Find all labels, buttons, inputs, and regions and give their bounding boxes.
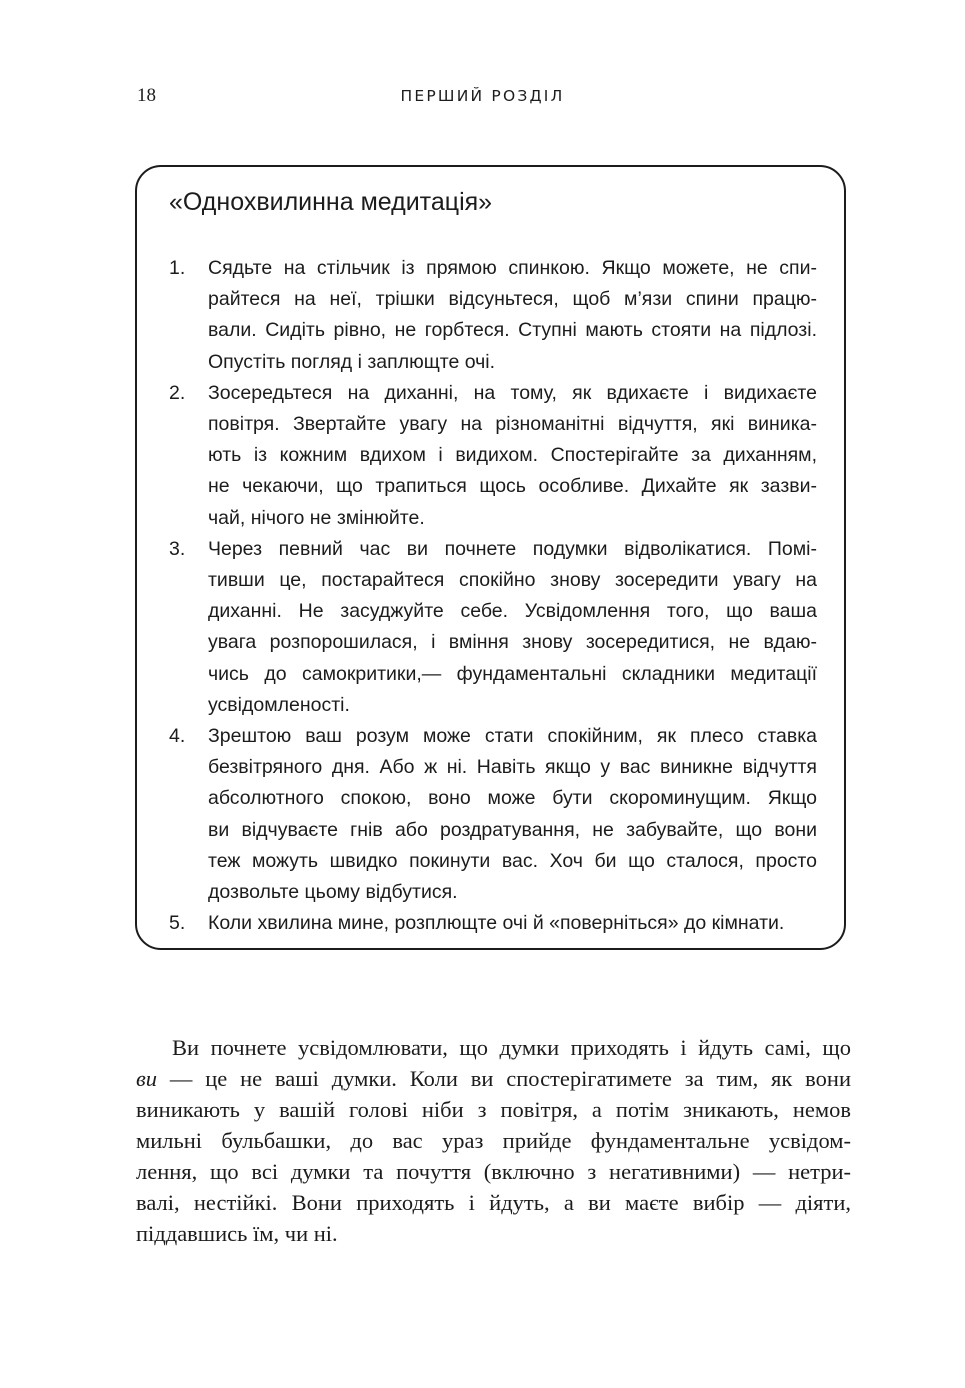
meditation-steps bbox=[169, 253, 817, 939]
step-line: ють із кожним вдихом і видихом. Спостерігайте за диханням, bbox=[208, 444, 817, 467]
step-number: 5. bbox=[169, 912, 186, 935]
step-line: увага розпорошилася, і вміння знову зосередитися, не вдаю- bbox=[208, 631, 817, 654]
step-line: Опустіть погляд і заплющте очі. bbox=[208, 350, 496, 373]
step-5 bbox=[169, 908, 817, 939]
step-line: райтеся на неї, трішки відсуньтеся, щоб м’язи спини працю- bbox=[208, 288, 817, 311]
paragraph-line: Ви почнете усвідомлювати, що думки приходять і йдуть самі, що bbox=[172, 1035, 851, 1060]
step-line: диханні. Не засуджуйте себе. Усвідомлення того, що ваша bbox=[208, 600, 817, 623]
step-line: теж можуть швидко покинути вас. Хоч би що сталося, просто bbox=[208, 849, 817, 872]
step-line: Коли хвилина мине, розплющте очі й «поверніться» до кімнати. bbox=[208, 912, 785, 935]
step-line: безвітряного дня. Або ж ні. Навіть якщо у вас виникне відчуття bbox=[208, 756, 817, 779]
step-1 bbox=[169, 253, 817, 378]
step-line: усвідомленості. bbox=[208, 693, 350, 716]
step-4 bbox=[169, 721, 817, 908]
step-line: тивши це, постарайтеся спокійно знову зосередити увагу на bbox=[208, 569, 817, 592]
running-head: ПЕРШИЙ РОЗДІЛ bbox=[400, 87, 565, 105]
paragraph-line bbox=[136, 1063, 851, 1094]
paragraph-line: піддавшись їм, чи ні. bbox=[136, 1221, 338, 1246]
paragraph-line: валі, нестійкі. Вони приходять і йдуть, а ви маєте вибір — діяти, bbox=[136, 1190, 851, 1215]
step-line: абсолютного спокою, воно може бути скороминущим. Якщо bbox=[208, 787, 817, 810]
body-paragraph bbox=[136, 1032, 851, 1249]
step-line: повітря. Звертайте увагу на різноманітні відчуття, які виника- bbox=[208, 413, 817, 436]
step-line: Сядьте на стільчик із прямою спинкою. Якщо можете, не спи- bbox=[208, 257, 817, 279]
emphasis-word: ви bbox=[136, 1066, 158, 1091]
step-line: Зосередьтеся на диханні, на тому, як вдихаєте і видихаєте bbox=[208, 381, 817, 404]
paragraph-line: лення, що всі думки та почуття (включно з негативними) — нетри- bbox=[136, 1159, 851, 1184]
box-title: «Однохвилинна медитація» bbox=[169, 188, 493, 216]
step-3 bbox=[169, 534, 817, 721]
step-line: дозвольте цьому відбутися. bbox=[208, 881, 458, 904]
step-line: чись до самокритики,— фундаментальні складники медитації bbox=[208, 662, 817, 685]
step-line: не чекаючи, що трапиться щось особливе. Дихайте як зазви- bbox=[208, 475, 817, 498]
step-line: чай, нічого не змінюйте. bbox=[208, 506, 425, 529]
step-number: 3. bbox=[169, 537, 186, 560]
step-2 bbox=[169, 378, 817, 534]
step-line: вали. Сидіть рівно, не горбтеся. Ступні мають стояти на підлозі. bbox=[208, 319, 817, 342]
paragraph-line-rest: — це не ваші думки. Коли ви спостерігатимете за тим, як вони bbox=[157, 1066, 851, 1091]
step-line: Зрештою ваш розум може стати спокійним, як плесо ставка bbox=[208, 725, 817, 748]
paragraph-line: виникають у вашій голові ніби з повітря, а потім зникають, немов bbox=[136, 1097, 851, 1122]
step-line: Через певний час ви почнете подумки відволікатися. Помі- bbox=[208, 537, 817, 560]
step-line: ви відчуваєте гнів або роздратування, не забувайте, що вони bbox=[208, 818, 817, 841]
page-number: 18 bbox=[137, 85, 156, 106]
step-number: 4. bbox=[169, 725, 186, 748]
step-number: 2. bbox=[169, 381, 186, 404]
step-number: 1. bbox=[169, 257, 186, 279]
paragraph-line: мильні бульбашки, до вас ураз прийде фундаментальне усвідом- bbox=[136, 1128, 851, 1153]
